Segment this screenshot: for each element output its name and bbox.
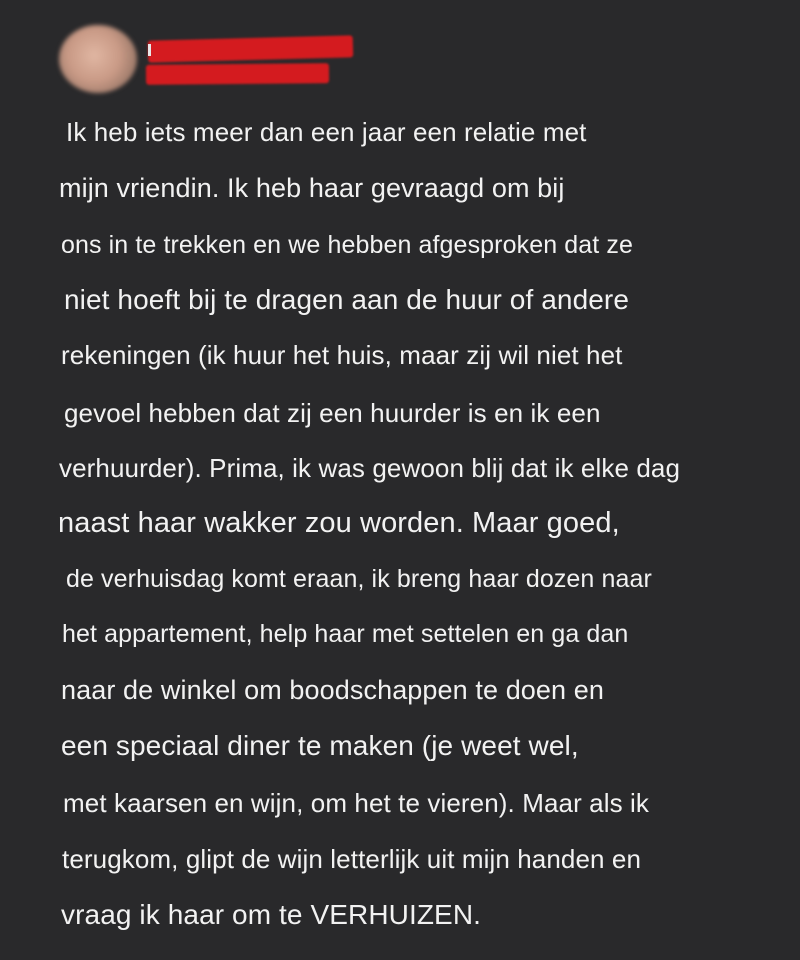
- post-line: gevoel hebben dat zij een huurder is en ik een: [64, 398, 601, 428]
- post-line: ons in te trekken en we hebben afgesproken dat ze: [61, 231, 633, 259]
- post-line: naar de winkel om boodschappen te doen en: [61, 675, 604, 705]
- post-line: mijn vriendin. Ik heb haar gevraagd om bij: [59, 173, 565, 203]
- post-line: het appartement, help haar met settelen en ga dan: [62, 620, 629, 648]
- post-line: verhuurder). Prima, ik was gewoon blij dat ik elke dag: [59, 453, 681, 483]
- post-line: Ik heb iets meer dan een jaar een relatie met: [66, 117, 587, 147]
- post-line: niet hoeft bij te dragen aan de huur of andere: [64, 284, 630, 315]
- post-line: een speciaal diner te maken (je weet wel,: [61, 730, 579, 761]
- post-line: naast haar wakker zou worden. Maar goed,: [58, 507, 620, 539]
- post-line: de verhuisdag komt eraan, ik breng haar dozen naar: [66, 565, 652, 593]
- post-line: met kaarsen en wijn, om het te vieren). Maar als ik: [63, 788, 649, 818]
- post-line: terugkom, glipt de wijn letterlijk uit mijn handen en: [62, 844, 642, 874]
- post-line: rekeningen (ik huur het huis, maar zij wil niet het: [61, 340, 623, 370]
- post-line: vraag ik haar om te VERHUIZEN.: [61, 899, 482, 930]
